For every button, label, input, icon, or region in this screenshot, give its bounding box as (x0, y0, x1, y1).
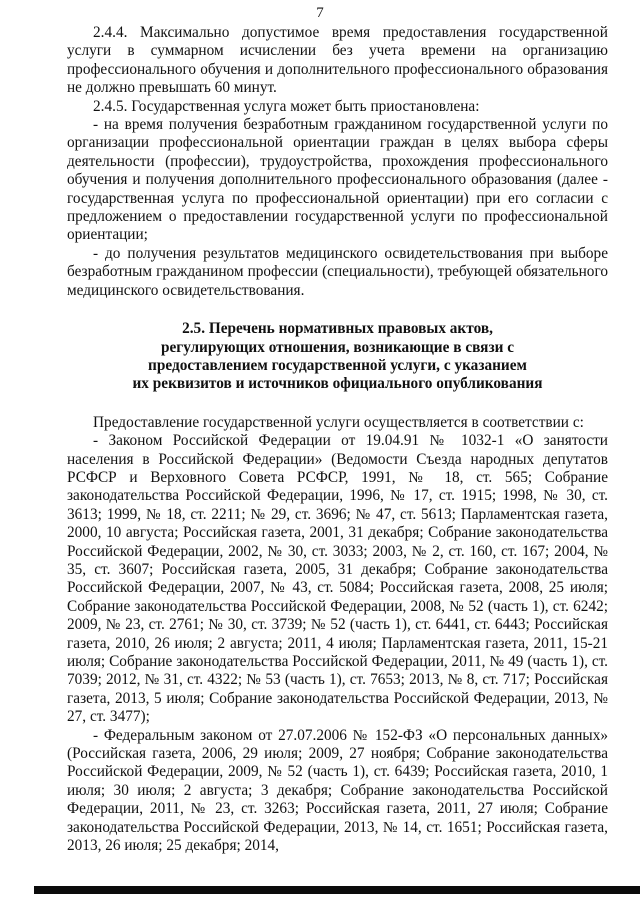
paragraph-legal-basis-intro: Предоставление государственной услуги осуществляется в соответствии с: (93, 413, 584, 431)
heading-line-4: их реквизитов и источников официального опубликования (132, 375, 543, 393)
heading-line-3: предоставлением государственной услуги, с указанием (148, 356, 527, 374)
list-item-employment-law: - Законом Российской Федерации от 19.04.91 № 1032-1 «О занятости населения в Российской Федерации» (Ведомости Съезда народных депутатов РСФСР и Верховного Совета РСФСР, 1991, № 18, ст. 565; Собрание законодательства Российской Федерации, 1996, № 17, ст. 1915; 1998, № 30, ст. 3613; 1999, № 18, ст. 2211; № 29, ст. 3696; № 47, ст. 5613; Парламентская газета, 2000, 10 августа; Российская газета, 2001, 31 декабря; Собрание законодательства Российской Федерации, 2002, № 30, ст. 3033; 2003, № 2, ст. 160, ст. 167; 2004, № 35, ст. 3607; Российская газета, 2005, 31 декабря; Собрание законодательства Российской Федерации, 2007, № 43, ст. 5084; Российская газета, 2008, 25 июля; Собрание законодательства Российской Федерации, 2008, № 52 (часть 1), ст. 6242; 2009, № 23, ст. 2761; № 30, ст. 3739; № 52 (часть 1), ст. 6441, ст. 6443; Российская газета, 2010, 26 июля; 2 августа; 2011, 4 июля; Парламентская газета, 2011, 15-21 июля; Собрание законодательства Российской Федерации, 2011, № 49 (часть 1), ст. 7039; 2012, № 31, ст. 4322; № 53 (часть 1), ст. 7653; 2013, № 8, ст. 717; Российская газета, 2013, 5 июля; Собрание законодательства Российской Федерации, 2013, № 27, ст. 3477); (67, 432, 608, 726)
heading-line-2: регулирующих отношения, возникающие в связи с (160, 338, 515, 356)
paragraph-2-4-5: 2.4.5. Государственная услуга может быть приостановлена: (93, 97, 480, 115)
page-number: 7 (316, 5, 324, 21)
section-heading-2-5 (67, 320, 608, 394)
heading-line-1: 2.5. Перечень нормативных правовых актов, (182, 320, 493, 338)
paragraph-2-4-4: 2.4.4. Максимально допустимое время предоставления государственной услуги в суммарном исчислении без учета времени на организацию профессионального обучения и дополнительного профессионального образования не должно превышать 60 минут. (67, 24, 608, 97)
list-item-suspension-orientation: - на время получения безработным гражданином государственной услуги по организации профессиональной ориентации граждан в целях выбора сферы деятельности (профессии), трудоустройства, прохождения профессионального обучения и получения дополнительного профессионального образования (далее - государственная услуга по профессиональной ориентации) при его согласии с предложением о предоставлении государственной услуги по профессиональной ориентации; (67, 116, 608, 244)
document-body (67, 24, 608, 855)
list-item-personal-data-law: - Федеральным законом от 27.07.2006 № 152-ФЗ «О персональных данных» (Российская газета, 2006, 29 июля; 2009, 27 ноября; Собрание законодательства Российской Федерации, 2009, № 52 (часть 1), ст. 6439; Российская газета, 2010, 1 июля; 30 июля; 2 августа; 3 декабря; Собрание законодательства Российской Федерации, 2011, № 23, ст. 3263; Российская газета, 2011, 27 июля; Собрание законодательства Российской Федерации, 2013, № 14, ст. 1651; Российская газета, 2013, 26 июля; 25 декабря; 2014, (67, 726, 608, 855)
bottom-divider-rule (34, 886, 640, 894)
list-item-suspension-medical: - до получения результатов медицинского освидетельствования при выборе безработным гражданином профессии (специальности), требующей обязательного медицинского освидетельствования. (67, 244, 608, 299)
